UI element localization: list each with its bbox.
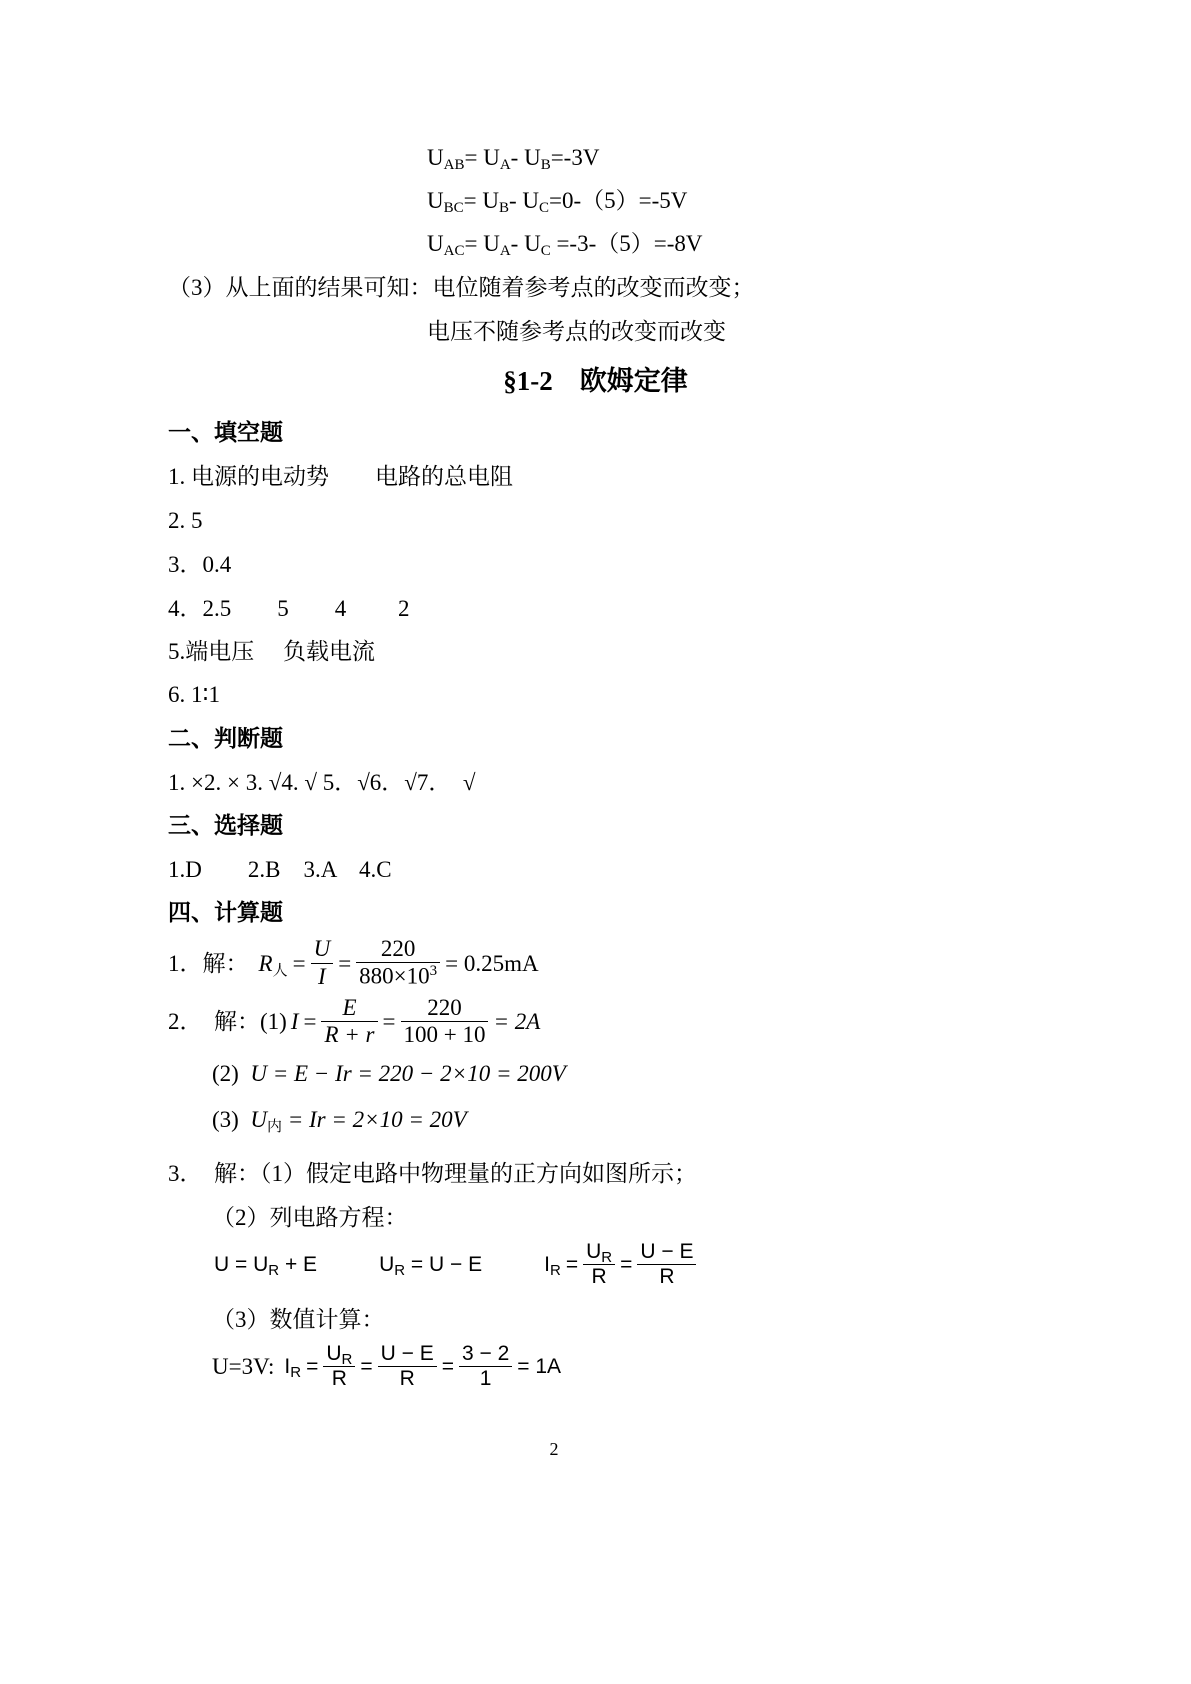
choice-answers: 1.D 2.B 3.A 4.C (168, 857, 392, 882)
q3-eq-c-frac-2: $\frac{U - E}{R}$ (637, 1240, 696, 1289)
calc-q1: 1．解： $R_人$ = $\frac{U}{I}$ = $\frac{220}{880\times 10^3}$ = 0.25mA (168, 936, 539, 990)
q3-eq-c-frac-1: $\frac{U_R}{R}$ (583, 1240, 615, 1289)
conclusion-line-2: 电压不随参考点的改变而改变 (427, 319, 726, 344)
q3-calc-frac-1: $\frac{U_R}{R}$ (323, 1342, 355, 1391)
fill-item-1: 1. 电源的电动势 电路的总电阻 (168, 464, 513, 489)
calc-q2: 2． 解：(1) I = $\frac{E}{R + r}$ = $\frac{220}{100 + 10}$ = 2A (168, 995, 541, 1048)
q3-eq-b: $U_R = U - E$ (379, 1253, 483, 1280)
calc-q3-step3: （3）数值计算： (212, 1307, 385, 1332)
fill-item-6: 6. 1∶1 (168, 682, 220, 707)
page-number: 2 (549, 1439, 559, 1459)
section-title: §1-2 欧姆定律 (503, 366, 688, 396)
eq-uac: $U_{AC}= U_A-$ $U_C =-3-(5)=-8V$ (427, 231, 703, 259)
heading-judgement: 二、判断题 (168, 726, 283, 751)
calc-q2-part3: (3) $U_内 = Ir = 2\times 10 = 20V$ (212, 1107, 467, 1135)
fill-item-2: 2. 5 (168, 508, 203, 533)
calc-q3-equations: $U = U_R + E$ $U_R = U - E$ $I_R$ = $\frac{U_R}{R}$ = $\frac{U - E}{R}$ (214, 1240, 696, 1289)
heading-calc: 四、计算题 (168, 900, 283, 925)
fill-item-5: 5.端电压 负载电流 (168, 639, 375, 664)
calc-q3-step2: （2）列电路方程： (212, 1205, 408, 1230)
heading-fill-blank: 一、填空题 (168, 420, 283, 445)
eq-ubc: $U_{BC}= U_B-$ $U_C=0-(5)=-5V$ (427, 188, 688, 216)
q1-fraction-2: $\frac{220}{880\times 10^3}$ (356, 936, 440, 991)
q3-calc-frac-2: $\frac{U - E}{R}$ (378, 1342, 437, 1391)
calc-q3-step1: 3． 解：（1）假定电路中物理量的正方向如图所示； (168, 1161, 697, 1186)
q3-calc-frac-3: $\frac{3 - 2}{1}$ (459, 1342, 512, 1391)
judgement-answers: 1. ×2. × 3. √4. √ 5．√6．√7． √ (168, 770, 476, 795)
calc-q2-part2: (2) U = E − Ir = 220 − 2×10 = 200V (212, 1061, 566, 1086)
eq-uab: $U_{AB}= U_A-$ $U_B=-3V$ (427, 145, 600, 173)
calc-q3-numeric: U=3V: $I_R$ = $\frac{U_R}{R}$ = $\frac{U - E}{R}$ = $\frac{3 - 2}{1}$ = 1A (212, 1342, 562, 1391)
conclusion-line-1: （3）从上面的结果可知：电位随着参考点的改变而改变； (168, 275, 755, 300)
q2-fraction-2: $\frac{220}{100 + 10}$ (401, 995, 489, 1049)
fill-item-4: 4．2.5 5 4 2 (168, 596, 410, 621)
heading-choice: 三、选择题 (168, 813, 283, 838)
q3-eq-a: $U = U_R + E$ (214, 1253, 318, 1280)
q1-fraction-1: $\frac{U}{I}$ (311, 936, 334, 990)
q3-eq-c: $I_R$ (544, 1253, 561, 1280)
q2-fraction-1: $\frac{E}{R + r}$ (321, 995, 377, 1049)
fill-item-3: 3．0.4 (168, 552, 232, 577)
